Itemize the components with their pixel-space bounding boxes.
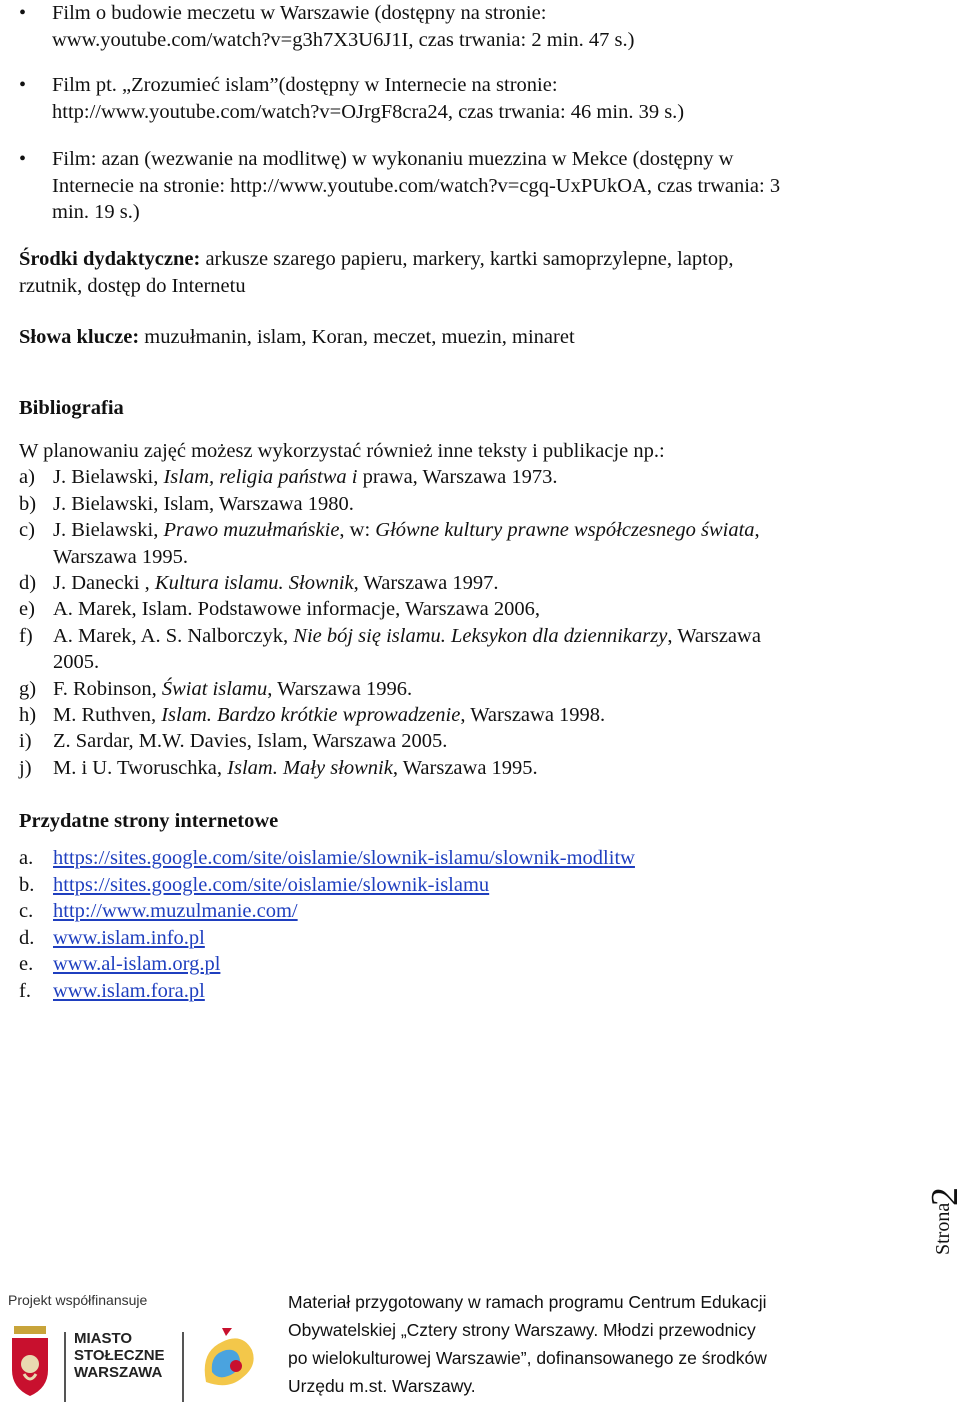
bibliography-intro: W planowaniu zajęć możesz wykorzystać również inne teksty i publikacje np.:	[19, 440, 665, 462]
miasto-stoleczne-warszawa-logo: MIASTO STOŁECZNE WARSZAWA	[74, 1330, 165, 1381]
slowa-text: muzułmanin, islam, Koran, meczet, muezin, minaret	[139, 326, 575, 348]
website-link[interactable]: www.al-islam.org.pl	[53, 953, 221, 975]
srodki-paragraph	[19, 246, 733, 299]
bibliography-list	[19, 438, 761, 781]
film-item	[52, 146, 912, 226]
strony-heading: Przydatne strony internetowe	[19, 810, 279, 832]
bibliography-item: i) Z. Sardar, M.W. Davies, Islam, Warszawa 2005.	[19, 730, 448, 753]
bibliography-item: a) J. Bielawski, Islam, religia państwa i prawa, Warszawa 1973.	[19, 466, 558, 489]
bibliography-item: g) F. Robinson, Świat islamu, Warszawa 1996.	[19, 677, 413, 700]
bibliography-item: b) J. Bielawski, Islam, Warszawa 1980.	[19, 492, 354, 515]
website-item: d. www.islam.info.pl	[19, 926, 205, 949]
website-link[interactable]: www.islam.fora.pl	[53, 979, 205, 1002]
page-number-word: Strona	[932, 1202, 954, 1255]
film-line: http://www.youtube.com/watch?v=OJrgF8cra24, czas trwania: 46 min. 39 s.)	[52, 100, 685, 123]
bibliography-item: d) J. Danecki , Kultura islamu. Słownik, Warszawa 1997.	[19, 572, 499, 595]
website-link[interactable]: https://sites.google.com/site/oislamie/slownik-islamu	[53, 873, 490, 896]
websites-list	[19, 845, 635, 1004]
bibliography-item: h) M. Ruthven, Islam. Bardzo krótkie wprowadzenie, Warszawa 1998.	[19, 704, 606, 727]
bibliografia-heading: Bibliografia	[19, 397, 124, 419]
srodki-text-cont: rzutnik, dostęp do Internetu	[19, 274, 246, 297]
srodki-text: arkusze szarego papieru, markery, kartki samoprzylepne, laptop,	[200, 248, 734, 270]
film-line: • Film pt. „Zrozumieć islam”(dostępny w Internecie na stronie:	[52, 74, 558, 96]
film-item	[52, 0, 912, 53]
film-line: min. 19 s.)	[52, 201, 140, 223]
footer-separator	[64, 1332, 66, 1402]
film-line: www.youtube.com/watch?v=g3h7X3U6J1I, czas trwania: 2 min. 47 s.)	[52, 28, 635, 51]
bibliography-item: c) J. Bielawski, Prawo muzułmańskie, w: Główne kultury prawne współczesnego świata, Warszawa 1995.	[19, 519, 760, 568]
film-line: Internecie na stronie: http://www.youtube.com/watch?v=cgq-UxPUkOA, czas trwania: 3	[52, 174, 781, 197]
srodki-label: Środki dydaktyczne:	[19, 248, 201, 270]
page-number	[900, 1170, 966, 1260]
page-number-value: 2	[924, 1187, 966, 1206]
website-item: f. www.islam.fora.pl	[19, 979, 205, 1002]
website-link[interactable]: https://sites.google.com/site/oislamie/slownik-islamu/slownik-modlitw	[53, 847, 635, 869]
footer-note: Materiał przygotowany w ramach programu Centrum Edukacji Obywatelskiej „Cztery strony Warszawy. Młodzi przewodnicy po wielokulturowej Warszawie”, dofinansowanego ze środków Urzędu m.st. Warszawy.	[288, 1292, 767, 1396]
film-line: • Film: azan (wezwanie na modlitwę) w wykonaniu muezzina w Mekce (dostępny w	[52, 148, 734, 170]
zakochaj-sie-w-warszawie-logo	[198, 1322, 260, 1400]
bibliography-item: e) A. Marek, Islam. Podstawowe informacje, Warszawa 2006,	[19, 598, 540, 621]
warsaw-coat-of-arms-icon	[8, 1322, 58, 1402]
website-item: c. http://www.muzulmanie.com/	[19, 900, 298, 922]
bibliography-item: f) A. Marek, A. S. Nalborczyk, Nie bój się islamu. Leksykon dla dziennikarzy, Warszawa 2005.	[19, 624, 761, 674]
slowa-label: Słowa klucze:	[19, 326, 140, 348]
film-item	[52, 72, 912, 125]
website-link[interactable]: http://www.muzulmanie.com/	[53, 900, 298, 922]
website-item: e. www.al-islam.org.pl	[19, 953, 221, 975]
website-item: b. https://sites.google.com/site/oislamie/slownik-islamu	[19, 873, 490, 896]
website-link[interactable]: www.islam.info.pl	[53, 926, 205, 949]
bibliography-item: j) M. i U. Tworuschka, Islam. Mały słownik, Warszawa 1995.	[19, 756, 538, 779]
projekt-label: Projekt współfinansuje	[8, 1292, 148, 1308]
film-line: • Film o budowie meczetu w Warszawie (dostępny na stronie:	[52, 2, 547, 24]
slowa-klucze-paragraph	[19, 324, 575, 351]
website-item: a. https://sites.google.com/site/oislamie/slownik-islamu/slownik-modlitw	[19, 847, 635, 869]
footer-separator	[182, 1332, 184, 1402]
